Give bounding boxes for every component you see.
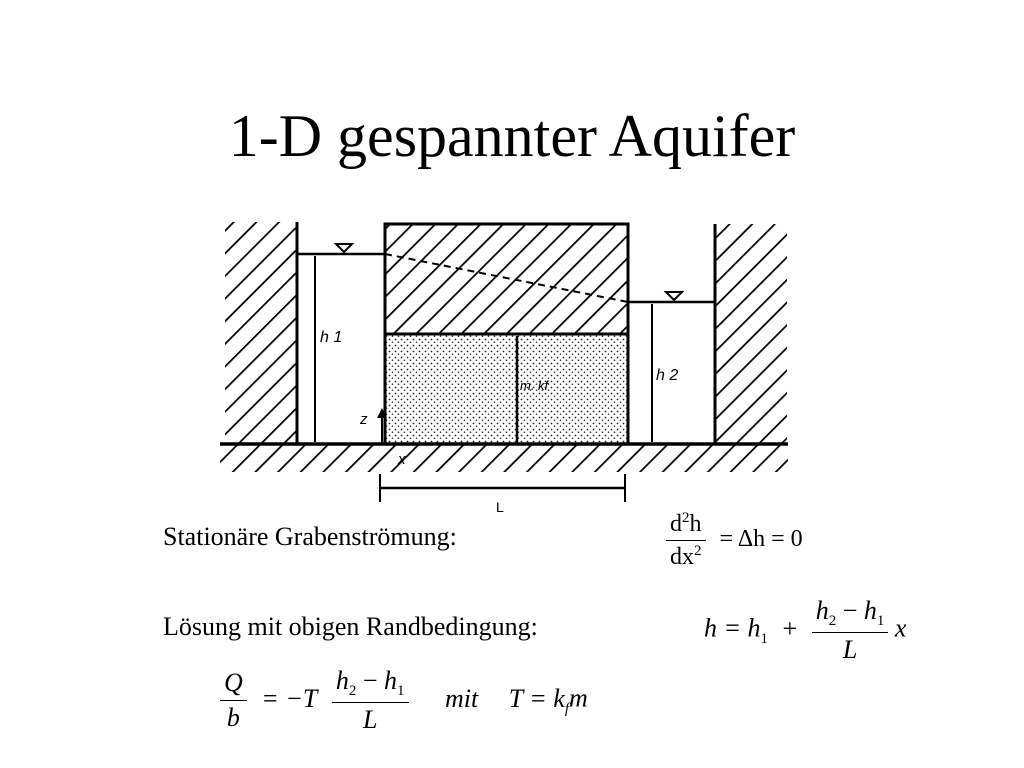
label-h1: h 1 [320, 329, 343, 346]
label-mkf: m. kf [520, 378, 549, 393]
equation-solution: $h = h_1$ + $\frac{h_2 - h_1}{L}$ x [704, 596, 907, 665]
aquifer-body [385, 334, 628, 444]
solution-label: Lösung mit obigen Randbedingung: [163, 612, 538, 641]
label-L: L [496, 499, 504, 512]
label-x: x [398, 451, 406, 468]
label-h2: h 2 [656, 367, 679, 384]
water-level-marker-left [336, 244, 352, 252]
aquifer-diagram [220, 212, 800, 512]
stationary-flow-label: Stationäre Grabenströmung: [163, 522, 457, 551]
water-level-marker-right [666, 292, 682, 300]
slide-title: 1-D gespannter Aquifer [228, 103, 796, 169]
right-bank [715, 224, 787, 444]
left-bank [225, 222, 297, 444]
equation-darcy-flux: $\frac{Q}{b}$ = −T $\frac{h_2 - h_1}{L}$ mit $T = k_fm$ [220, 666, 588, 735]
bottom-base [220, 444, 788, 472]
equation-laplace: $\frac{d^2h}{dx^2}$ = Δh = 0 [666, 510, 811, 571]
label-z: z [360, 411, 368, 428]
